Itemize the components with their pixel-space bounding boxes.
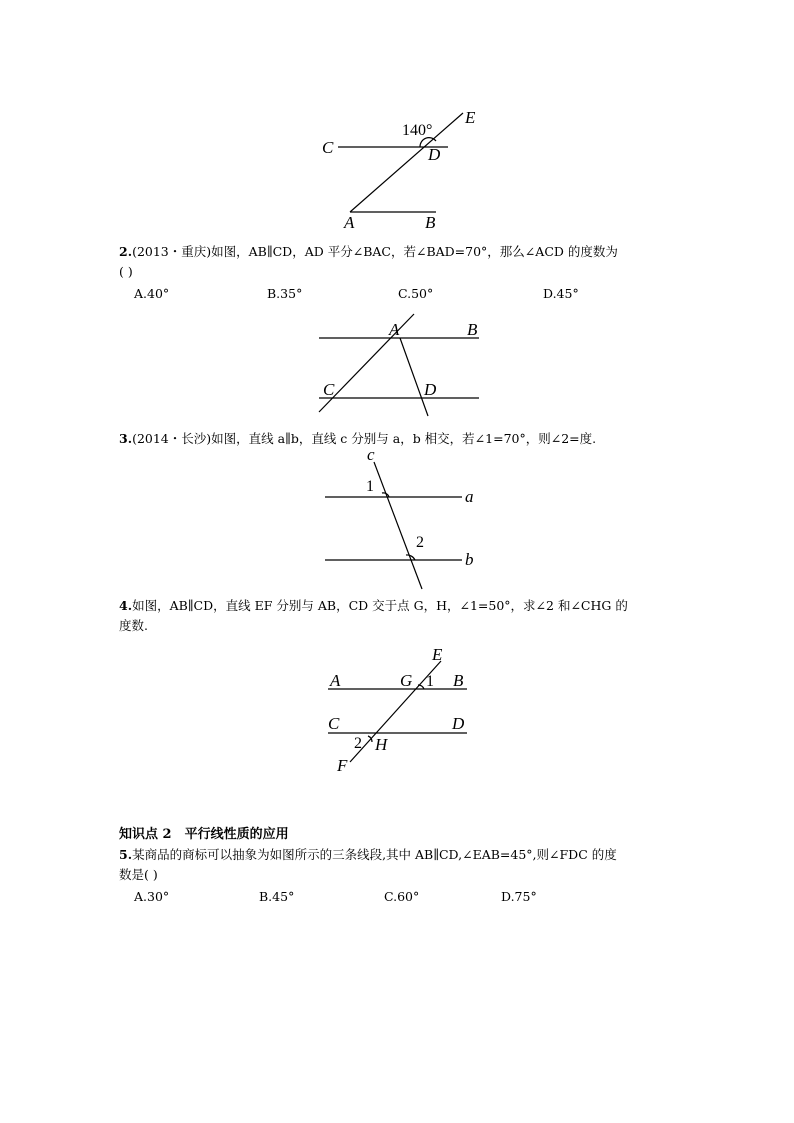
point-A-label: A: [344, 213, 355, 232]
angle-2-label: 2: [416, 534, 424, 551]
question-5-line-2: 数是( ): [119, 867, 158, 882]
angle-2-label: 2: [354, 735, 362, 752]
point-C-label: C: [328, 714, 340, 733]
question-4-text: 如图，AB∥CD，直线 EF 分别与 AB，CD 交于点 G，H，∠1=50°，求∠2 和∠CHG 的: [132, 598, 628, 613]
figure-3: [325, 445, 474, 589]
question-5-line-1: [119, 846, 617, 864]
line-c-label: c: [367, 445, 375, 464]
question-2-answer-blank: ( ): [119, 264, 133, 279]
figure-1: [322, 108, 476, 232]
q2-option-b: B.35°: [267, 286, 303, 301]
question-3-text: (2014・长沙)如图，直线 a∥b，直线 c 分别与 a，b 相交，若∠1=70°，则∠2=度.: [132, 431, 597, 446]
angle-1-label: 1: [426, 673, 434, 690]
point-E-label: E: [432, 645, 443, 664]
angle-140-label: 140°: [402, 122, 433, 139]
question-5-text: 某商品的商标可以抽象为如图所示的三条线段,其中 AB∥CD,∠EAB=45°,则∠FDC 的度: [132, 847, 617, 862]
q5-option-b: B.45°: [259, 889, 295, 904]
point-A-label: A: [389, 320, 400, 339]
figure-4: [328, 645, 467, 775]
point-A-label: A: [330, 671, 341, 690]
q5-option-a: A.30°: [134, 889, 170, 904]
question-4-line-2: 度数.: [119, 618, 148, 633]
q2-option-c: C.50°: [398, 286, 434, 301]
angle-1-label: 1: [366, 478, 374, 495]
q5-option-d: D.75°: [501, 889, 537, 904]
line-b-label: b: [465, 550, 474, 569]
point-C-label: C: [323, 380, 335, 399]
point-D-label: D: [452, 714, 465, 733]
question-5-number: 5.: [119, 847, 133, 862]
point-E-label: E: [465, 108, 476, 127]
point-D-label: D: [424, 380, 437, 399]
question-4-line-1: [119, 597, 628, 615]
section-heading: 知识点 2 平行线性质的应用: [119, 827, 289, 842]
figure-2: [319, 314, 479, 416]
point-F-label: F: [337, 756, 348, 775]
question-4-number: 4.: [119, 598, 133, 613]
q5-option-c: C.60°: [384, 889, 420, 904]
point-H-label: H: [375, 735, 388, 754]
point-B-label: B: [425, 213, 436, 232]
point-G-label: G: [400, 671, 413, 690]
q2-option-d: D.45°: [543, 286, 579, 301]
question-2-text: (2013・重庆)如图，AB∥CD，AD 平分∠BAC，若∠BAD=70°，那么∠ACD 的度数为: [132, 244, 618, 259]
line-a-label: a: [465, 487, 474, 506]
point-B-label: B: [453, 671, 464, 690]
point-C-label: C: [322, 138, 334, 157]
question-2-line-1: [119, 243, 618, 261]
point-D-label: D: [428, 145, 441, 164]
question-3-line: [119, 430, 596, 448]
q2-option-a: A.40°: [134, 286, 170, 301]
point-B-label: B: [467, 320, 478, 339]
question-3-number: 3.: [119, 431, 133, 446]
question-2-number: 2.: [119, 244, 133, 259]
